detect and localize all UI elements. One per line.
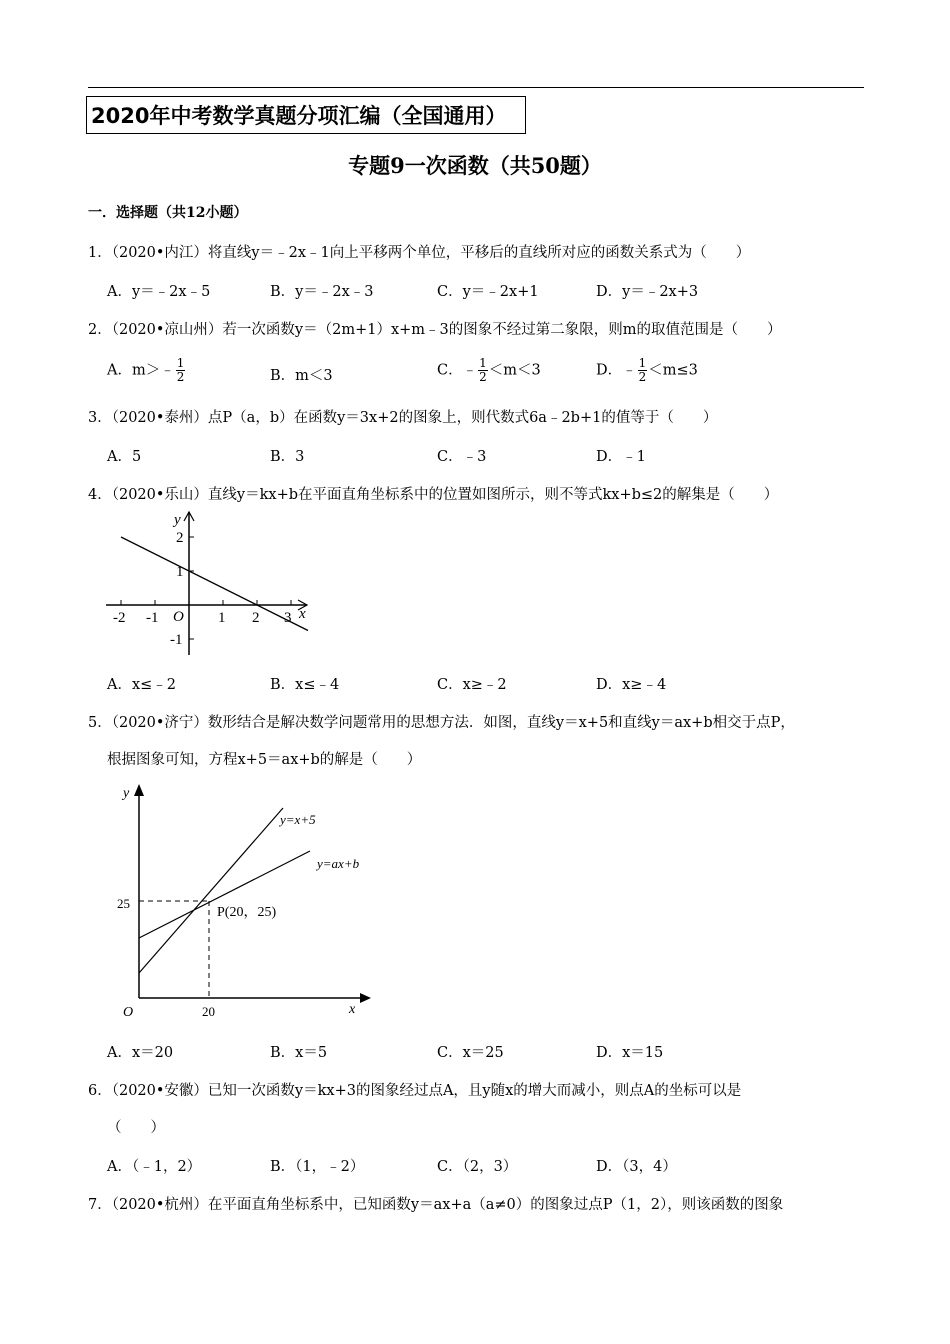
origin-label: O — [173, 609, 184, 625]
y-tick-label: 1 — [176, 564, 184, 580]
fraction-half: $\frac{1}{2}$ — [176, 356, 185, 384]
y-axis-label: y — [123, 786, 130, 801]
figure-5-graph — [105, 780, 385, 1025]
origin-label: O — [123, 1005, 134, 1020]
q4-option-b: B．x≤﹣4 — [270, 677, 340, 693]
q2-option-c: C．﹣ $\frac{1}{2}$ ＜m＜3 — [437, 356, 541, 384]
collection-title: 2020年中考数学真题分项汇编（全国通用） — [86, 96, 526, 134]
x-tick-label: -1 — [146, 610, 159, 626]
q1-option-a: A．y＝﹣2x﹣5 — [107, 284, 211, 300]
question-1-stem: 1．（2020•内江）将直线y＝﹣2x﹣1向上平移两个单位，平移后的直线所对应的函数关系式为（ ） — [88, 245, 751, 261]
q2-option-d: D．﹣ $\frac{1}{2}$ ＜m≤3 — [596, 356, 698, 384]
x-tick-label: 1 — [218, 610, 226, 626]
point-p-label: P(20，25) — [217, 905, 277, 920]
top-rule — [88, 87, 864, 88]
q3-option-b: B．3 — [270, 449, 305, 465]
q5-option-b: B．x＝5 — [270, 1045, 328, 1061]
question-6-stem-cont: （ ） — [107, 1120, 165, 1136]
q4-option-c: C．x≥﹣2 — [437, 677, 507, 693]
x-axis-label: x — [349, 1002, 356, 1017]
line-y-x-plus-5 — [139, 808, 283, 973]
q5-option-d: D．x＝15 — [596, 1045, 664, 1061]
q6-option-a: A．（﹣1，2） — [107, 1159, 202, 1175]
question-5-stem-cont: 根据图象可知，方程x+5＝ax+b的解是（ ） — [107, 752, 422, 768]
question-3-stem: 3．（2020•泰州）点P（a，b）在函数y＝3x+2的图象上，则代数式6a﹣2b+1的值等于（ ） — [88, 410, 718, 426]
question-6-stem: 6．（2020•安徽）已知一次函数y＝kx+3的图象经过点A，且y随x的增大而减小，则点A的坐标可以是 — [88, 1083, 742, 1099]
x-tick-label: -2 — [113, 610, 126, 626]
q6-option-b: B．（1，﹣2） — [270, 1159, 365, 1175]
y-axis-arrow — [134, 784, 144, 796]
q1-option-b: B．y＝﹣2x﹣3 — [270, 284, 374, 300]
y-tick-label: 25 — [117, 896, 130, 911]
q6-option-d: D．（3，4） — [596, 1159, 677, 1175]
question-7-stem: 7．（2020•杭州）在平面直角坐标系中，已知函数y＝ax+a（a≠0）的图象过点P（1，2），则该函数的图象 — [88, 1197, 784, 1213]
q2-option-a: A．m＞﹣ $\frac{1}{2}$ — [107, 356, 185, 384]
q5-option-a: A．x＝20 — [107, 1045, 174, 1061]
page-title: 专题9一次函数（共50题） — [348, 153, 602, 178]
x-axis-label: x — [299, 606, 306, 622]
x-tick-label: 2 — [252, 610, 260, 626]
line2-label: y=ax+b — [317, 856, 360, 871]
q6-option-c: C．（2，3） — [437, 1159, 518, 1175]
question-5-stem: 5．（2020•济宁）数形结合是解决数学问题常用的思想方法．如图，直线y＝x+5和直线y＝ax+b相交于点P， — [88, 715, 795, 731]
line-y-ax-plus-b — [139, 851, 310, 938]
question-4-stem: 4．（2020•乐山）直线y＝kx+b在平面直角坐标系中的位置如图所示，则不等式kx+b≤2的解集是（ ） — [88, 487, 779, 503]
x-tick-label: 20 — [202, 1004, 215, 1019]
q1-option-d: D．y＝﹣2x+3 — [596, 284, 699, 300]
q4-option-d: D．x≥﹣4 — [596, 677, 667, 693]
q3-option-d: D．﹣1 — [596, 449, 646, 465]
question-2-stem: 2．（2020•凉山州）若一次函数y＝（2m+1）x+m﹣3的图象不经过第二象限，则m的取值范围是（ ） — [88, 322, 782, 338]
section-heading: 一．选择题（共12小题） — [88, 205, 248, 221]
x-axis-arrow — [360, 993, 371, 1003]
x-tick-label: 3 — [284, 610, 292, 626]
line1-label: y=x+5 — [280, 812, 316, 827]
q2-option-b: B．m＜3 — [270, 368, 333, 384]
y-tick-label: 2 — [176, 530, 184, 546]
q4-option-a: A．x≤﹣2 — [107, 677, 177, 693]
fraction-half: $\frac{1}{2}$ — [638, 356, 647, 384]
q5-option-c: C．x＝25 — [437, 1045, 504, 1061]
figure-4-graph — [100, 505, 320, 660]
q3-option-a: A．5 — [107, 449, 142, 465]
q1-option-c: C．y＝﹣2x+1 — [437, 284, 539, 300]
q3-option-c: C．﹣3 — [437, 449, 487, 465]
y-axis-label: y — [174, 512, 181, 528]
y-tick-label: -1 — [170, 632, 183, 648]
fraction-half: $\frac{1}{2}$ — [479, 356, 487, 384]
